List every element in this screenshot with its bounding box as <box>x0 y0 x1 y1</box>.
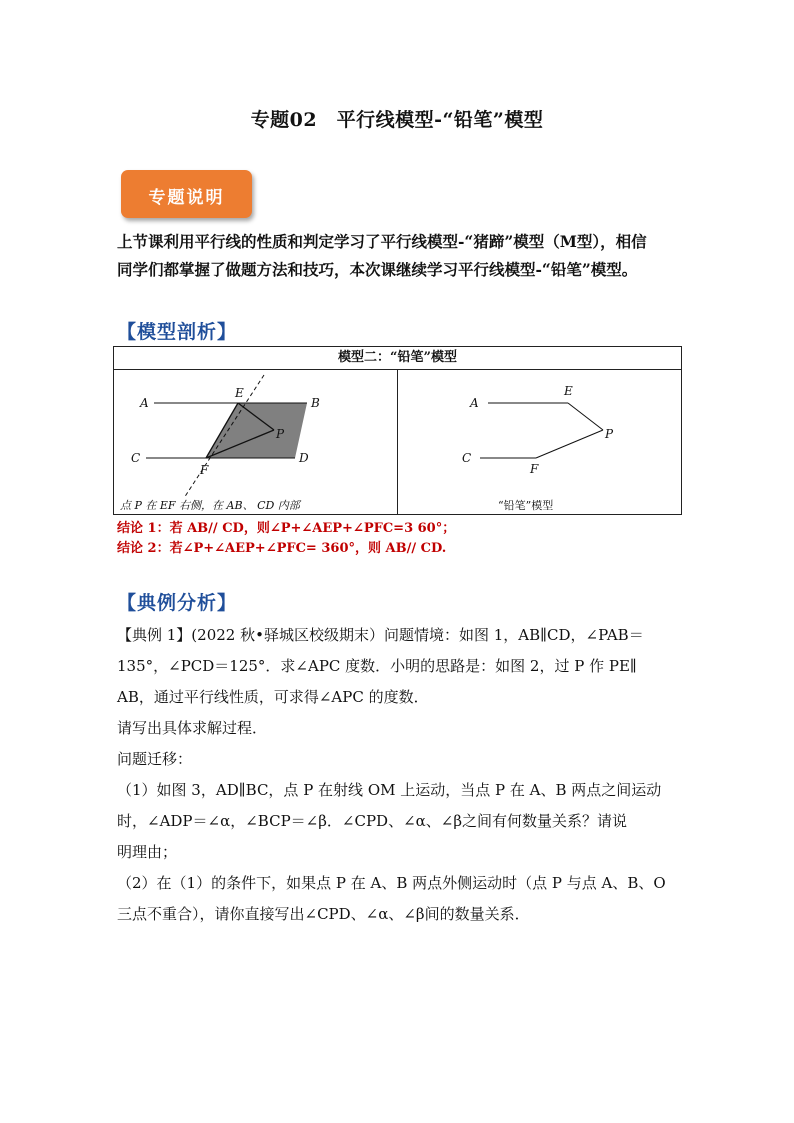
label-d: D <box>299 451 309 465</box>
label-a: A <box>140 396 149 410</box>
table-header: 模型二：“铅笔”模型 <box>114 347 681 370</box>
line-ep <box>568 403 603 430</box>
label-b: B <box>311 396 320 410</box>
example-line-7: 时，∠ADP＝∠α，∠BCP＝∠β．∠CPD、∠α、∠β之间有何数量关系？请说 <box>117 812 628 830</box>
label-p: P <box>276 427 285 441</box>
line-pf <box>536 430 603 458</box>
example-line-3: AB，通过平行线性质，可求得∠APC 的度数． <box>117 688 429 706</box>
conclusion-2: 结论 2：若∠P+∠AEP+∠PFC= 360°，则 AB// CD. <box>117 541 447 556</box>
model-table <box>113 346 682 515</box>
label-f: F <box>530 462 539 476</box>
example-line-10: 三点不重合），请你直接写出∠CPD、∠α、∠β间的数量关系． <box>117 905 530 923</box>
section-example-analysis: 【典例分析】 <box>117 592 238 614</box>
left-caption: 点 P 在 EF 右侧，在 AB、 CD 内部 <box>120 499 300 512</box>
figure-left <box>114 370 397 514</box>
example-line-2: 135°，∠PCD＝125°．求∠APC 度数．小明的思路是：如图 2，过 P 作 PE∥ <box>117 657 637 675</box>
conclusion-1: 结论 1：若 AB// CD，则∠P+∠AEP+∠PFC=3 60°； <box>117 521 456 536</box>
badge-label: 专题说明 <box>148 188 225 208</box>
intro-line-2: 同学们都掌握了做题方法和技巧，本次课继续学习平行线模型-“铅笔”模型。 <box>117 260 638 279</box>
section-model-analysis: 【模型剖析】 <box>117 321 238 343</box>
example-line-1: 【典例 1】(2022 秋•驿城区校级期末）问题情境：如图 1，AB∥CD，∠PAB＝ <box>117 626 644 644</box>
intro-line-1: 上节课利用平行线的性质和判定学习了平行线模型-“猪蹄”模型（M型），相信 <box>117 232 647 251</box>
label-c: C <box>462 451 472 465</box>
example-line-4: 请写出具体求解过程． <box>117 719 268 737</box>
example-line-6: （1）如图 3，AD∥BC，点 P 在射线 OM 上运动，当点 P 在 A、B 两点之间运动 <box>117 781 662 799</box>
topic-badge <box>121 170 252 218</box>
right-caption: “铅笔”模型 <box>498 499 554 512</box>
label-c: C <box>131 451 141 465</box>
label-e: E <box>564 384 573 398</box>
page-title: 专题02 平行线模型-“铅笔”模型 <box>250 109 544 131</box>
label-f: F <box>200 463 209 477</box>
label-a: A <box>470 396 479 410</box>
example-line-5: 问题迁移： <box>117 750 193 768</box>
label-e: E <box>235 386 244 400</box>
shaded-region <box>206 403 307 458</box>
example-line-8: 明理由； <box>117 843 178 861</box>
label-p: P <box>605 427 614 441</box>
figure-right <box>398 370 681 514</box>
example-line-9: （2）在（1）的条件下，如果点 P 在 A、B 两点外侧运动时（点 P 与点 A、B、O <box>117 874 666 892</box>
